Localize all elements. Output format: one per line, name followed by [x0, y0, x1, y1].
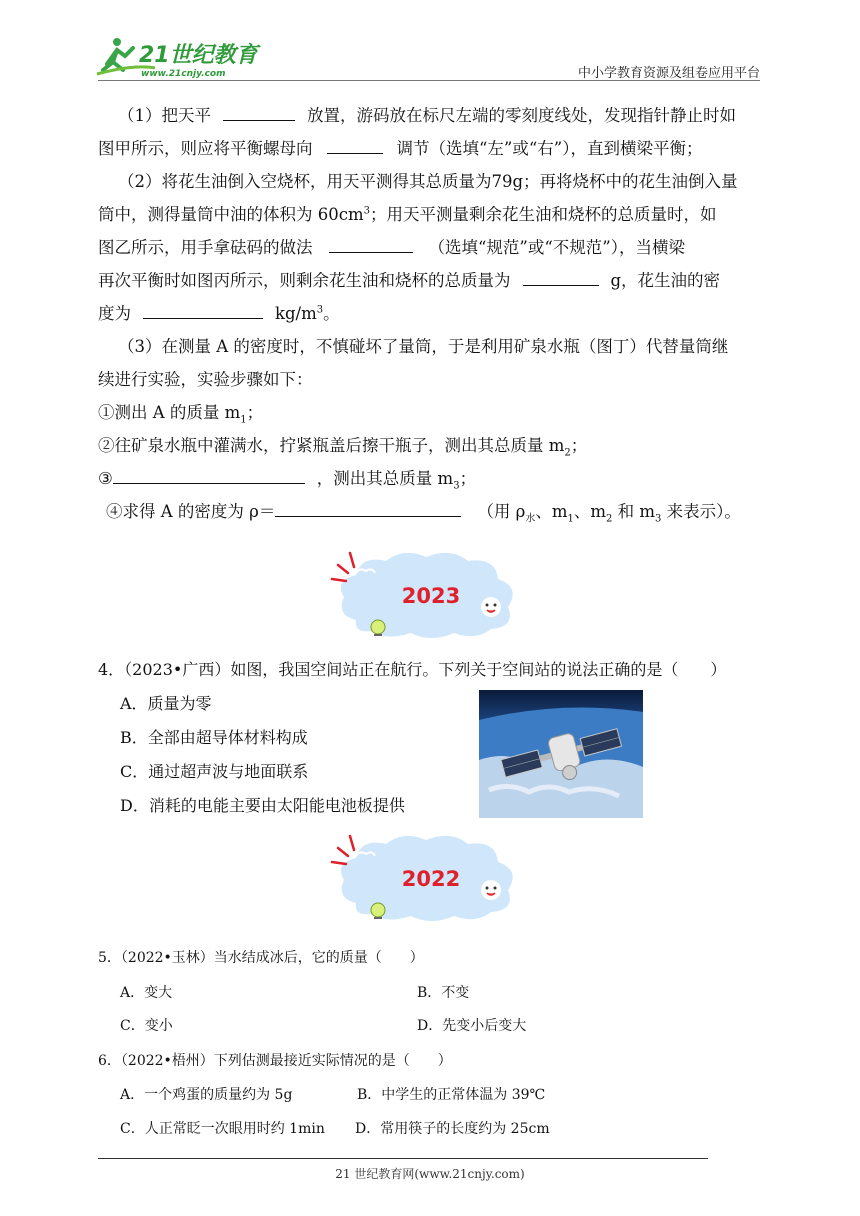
q6-option-b[interactable]: B．中学生的正常体温为 39℃ [357, 1087, 546, 1103]
year-banner-2023 [326, 545, 536, 645]
q4-option-c[interactable]: C．通过超声波与地面联系 [120, 762, 309, 781]
q5-option-b[interactable]: B．不变 [417, 985, 470, 1001]
q4-option-a[interactable]: A．质量为零 [120, 694, 212, 713]
svg-text:21世纪教育: 21世纪教育 [139, 43, 258, 68]
svg-text:www.21cnjy.com: www.21cnjy.com [141, 69, 226, 79]
answer-blank[interactable] [523, 267, 599, 286]
svg-text:2022: 2022 [401, 867, 461, 891]
answer-blank[interactable] [113, 465, 305, 484]
platform-label: 中小学教育资源及组卷应用平台 [577, 66, 760, 81]
site-logo[interactable] [95, 34, 275, 82]
q3-part1-line2: 图甲所示，则应将平衡螺母向 调节（选填“左”或“右”），直到横梁平衡； [98, 132, 768, 165]
answer-blank[interactable] [223, 102, 295, 121]
answer-blank[interactable] [329, 234, 413, 253]
q4-stem: 4．（2023•广西）如图，我国空间站正在航行。下列关于空间站的说法正确的是（ ） [98, 660, 727, 679]
header-divider [98, 80, 760, 81]
q3-part2: （2）将花生油倒入空烧杯，用天平测得其总质量为79g；再将烧杯中的花生油倒入量 筒中，测得量筒中油的体积为 $60cm^3$；用天平测量剩余花生油和烧杯的总质量时，如 图乙所示，用手拿砝码的做法 （选填“规范”或“不规范”），当横梁 再次平衡时如图丙所示，则剩余花生油和烧杯的总质量为 g，花生油的密 度为 $kg/m^3$。 [98, 172, 738, 323]
svg-text:2023: 2023 [401, 584, 461, 608]
answer-blank[interactable] [143, 300, 263, 319]
q6-option-c[interactable]: C．人正常眨一次眼用时约 1min [120, 1121, 325, 1137]
year-banner-2022 [326, 828, 536, 928]
q5-option-d[interactable]: D．先变小后变大 [417, 1018, 527, 1034]
q3-part1 [98, 99, 768, 165]
q6-option-d[interactable]: D．常用筷子的长度约为 25cm [355, 1121, 550, 1137]
space-station-photo [479, 690, 643, 818]
q3-part3: （3）在测量 A 的密度时，不慎碰坏了量筒，于是利用矿泉水瓶（图丁）代替量筒继 续进行实验，实验步骤如下： ①测出 A 的质量 $m_1$； ②往矿泉水瓶中灌满水，拧紧瓶盖后擦干瓶子，测出其总质量 $m_2$； ③ ，测出其总质量 $m_3$； ④求得 A 的密度为 ρ＝ （用 $\rho_水$、$m_1$、$m_2$ 和 $m_3$ 来表示）。 [98, 337, 741, 525]
q6-option-a[interactable]: A．一个鸡蛋的质量约为 5g [120, 1087, 293, 1103]
q5-stem: 5．（2022•玉林）当水结成冰后，它的质量（ ） [98, 950, 424, 966]
q5-option-c[interactable]: C．变小 [120, 1018, 173, 1034]
page-header [0, 0, 860, 90]
page-footer: 21 世纪教育网(www.21cnjy.com) [335, 1167, 525, 1181]
answer-blank[interactable] [275, 498, 461, 517]
q5-option-a[interactable]: A．变大 [120, 985, 173, 1001]
q3-part1-line1: （1）把天平 放置，游码放在标尺左端的零刻度线处，发现指针静止时如 [98, 99, 768, 132]
q4-option-b[interactable]: B．全部由超导体材料构成 [120, 728, 308, 747]
q6-stem: 6．（2022•梧州）下列估测最接近实际情况的是（ ） [98, 1053, 452, 1069]
q4-option-d[interactable]: D．消耗的电能主要由太阳能电池板提供 [120, 796, 405, 815]
answer-blank[interactable] [327, 135, 383, 154]
footer-divider [98, 1158, 708, 1159]
